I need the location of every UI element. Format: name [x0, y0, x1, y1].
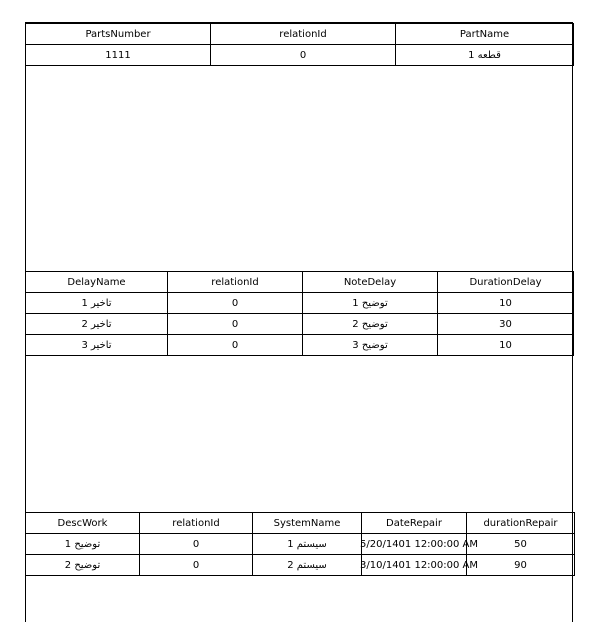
column-header: DelayName	[26, 272, 168, 293]
table-cell: تاخیر 1	[26, 293, 168, 314]
table-cell: 50	[467, 534, 575, 555]
table-cell: توضیح 2	[26, 555, 140, 576]
delay-table	[25, 271, 574, 356]
table-cell: 5/20/1401 12:00:00 AM	[362, 534, 467, 555]
table-cell: 0	[211, 45, 396, 66]
table-cell: تاخیر 2	[26, 314, 168, 335]
table-row	[26, 555, 575, 576]
table-cell: تاخیر 3	[26, 335, 168, 356]
table-header-row	[26, 272, 574, 293]
table-cell: 0	[168, 335, 303, 356]
table-row	[26, 534, 575, 555]
table-header-row	[26, 24, 574, 45]
table-cell: 90	[467, 555, 575, 576]
column-header: relationId	[140, 513, 253, 534]
table-cell: توضیح 2	[303, 314, 438, 335]
table-cell: توضیح 1	[26, 534, 140, 555]
table-cell: 0	[168, 314, 303, 335]
table-header-row	[26, 513, 575, 534]
column-header: relationId	[168, 272, 303, 293]
table-cell: 1111	[26, 45, 211, 66]
table-row	[26, 45, 574, 66]
table-row	[26, 293, 574, 314]
table-cell: 10	[438, 293, 574, 314]
table-cell: 0	[168, 293, 303, 314]
table-cell: 0	[140, 534, 253, 555]
table-cell: توضیح 1	[303, 293, 438, 314]
column-header: DescWork	[26, 513, 140, 534]
table-cell: توضیح 3	[303, 335, 438, 356]
table-cell: قطعه 1	[396, 45, 574, 66]
table-row	[26, 335, 574, 356]
table-cell: سیستم 1	[253, 534, 362, 555]
column-header: durationRepair	[467, 513, 575, 534]
column-header: PartName	[396, 24, 574, 45]
parts-table	[25, 23, 574, 66]
table-cell: 0	[140, 555, 253, 576]
column-header: relationId	[211, 24, 396, 45]
table-cell: 30	[438, 314, 574, 335]
table-cell: سیستم 2	[253, 555, 362, 576]
column-header: DurationDelay	[438, 272, 574, 293]
column-header: NoteDelay	[303, 272, 438, 293]
table-row	[26, 314, 574, 335]
column-header: SystemName	[253, 513, 362, 534]
table-cell: 3/10/1401 12:00:00 AM	[362, 555, 467, 576]
column-header: DateRepair	[362, 513, 467, 534]
column-header: PartsNumber	[26, 24, 211, 45]
table-cell: 10	[438, 335, 574, 356]
work-table	[25, 512, 575, 576]
